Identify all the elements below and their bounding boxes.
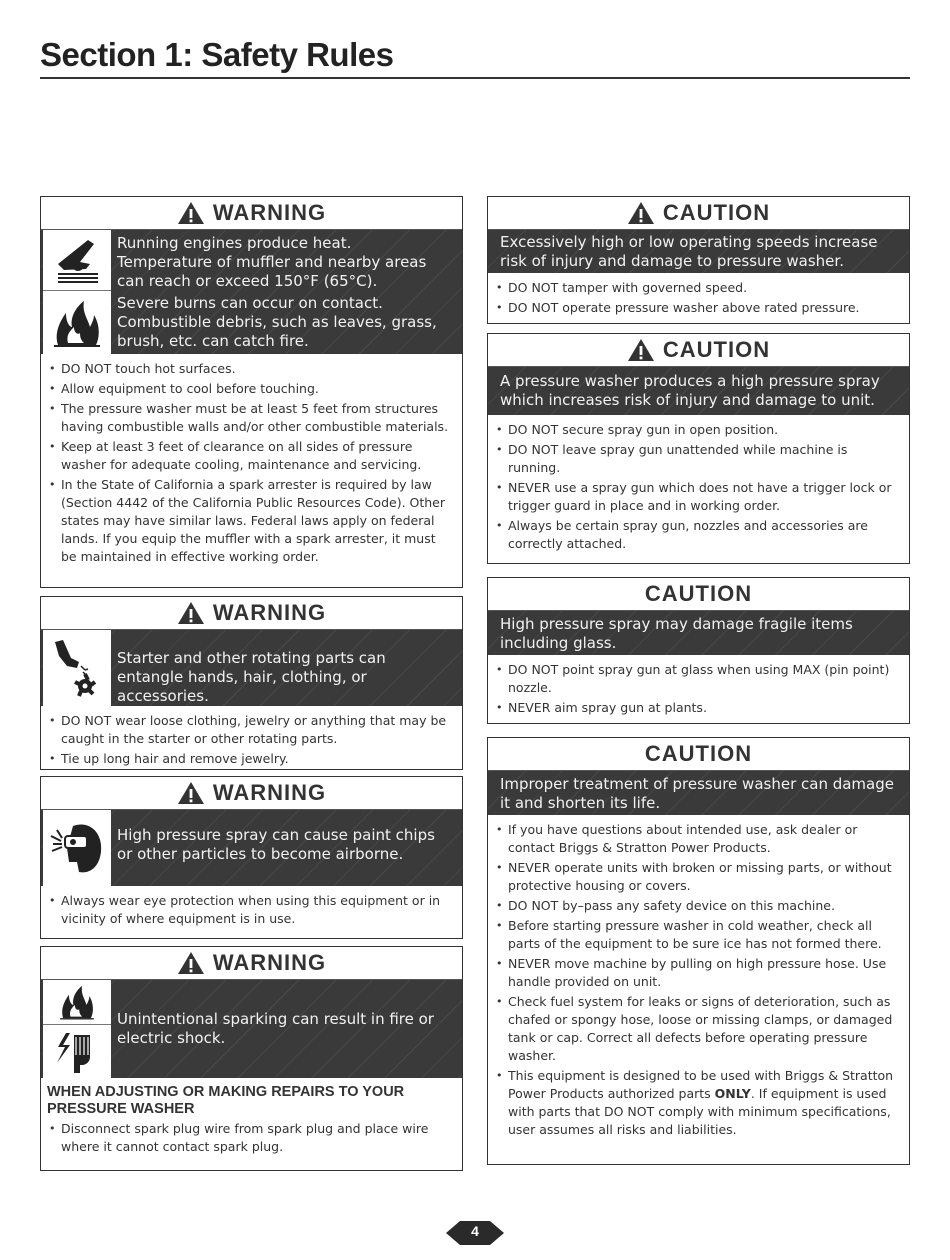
warning-label: WARNING bbox=[212, 600, 327, 625]
hazard-band bbox=[488, 611, 909, 655]
warning-triangle-icon bbox=[177, 601, 205, 625]
list-item: • DO NOT tamper with governed speed. bbox=[496, 279, 901, 297]
instruction-list bbox=[41, 1118, 462, 1162]
hazard-text: A pressure washer produces a high pressure spray which increases risk of injury and damage to unit. bbox=[500, 372, 880, 409]
hazard-band bbox=[41, 630, 462, 706]
list-item: • This equipment is designed to be used with Briggs & Stratton Power Products authorized parts ONLY. If equipment is used with parts that DO NOT comply with minimum specifications, user assumes all risks and liabilities. bbox=[496, 1067, 901, 1139]
hazard-band bbox=[41, 980, 462, 1078]
list-item: • Check fuel system for leaks or signs of deterioration, such as chafed or spongy hose, loose or missing clamps, or damaged tank or cap. Correct all defects before operating pressure washer. bbox=[496, 993, 901, 1065]
repairs-subheading: WHEN ADJUSTING OR MAKING REPAIRS TO YOUR PRESSURE WASHER bbox=[47, 1084, 405, 1117]
hazard-band bbox=[488, 367, 909, 415]
caution-label: CAUTION bbox=[662, 200, 771, 225]
page-number-text: 4 bbox=[471, 1223, 479, 1239]
list-item: • In the State of California a spark arrester is required by law (Section 4442 of the California Public Resources Code). Other states may have similar laws. Federal laws apply on federal lands. If you equip the muffler with a spark arrester, it must be maintained in effective working order. bbox=[49, 476, 454, 566]
instruction-list bbox=[41, 354, 462, 572]
emphasis-only: ONLY bbox=[714, 1086, 751, 1101]
title-rule bbox=[40, 77, 910, 79]
hazard-band bbox=[41, 230, 462, 354]
warning-sparking bbox=[40, 946, 463, 1171]
entanglement-icon bbox=[43, 630, 111, 706]
caution-label: CAUTION bbox=[644, 741, 753, 766]
caution-header bbox=[488, 578, 909, 611]
warning-header bbox=[41, 777, 462, 810]
list-item: • Tie up long hair and remove jewelry. bbox=[49, 750, 454, 768]
hazard-text: High pressure spray may damage fragile items including glass. bbox=[500, 615, 853, 652]
caution-label: CAUTION bbox=[644, 581, 753, 606]
list-item: • Always wear eye protection when using this equipment or in vicinity of where equipment is in use. bbox=[49, 892, 454, 928]
list-item: • DO NOT wear loose clothing, jewelry or anything that may be caught in the starter or other rotating parts. bbox=[49, 712, 454, 748]
warning-triangle-icon bbox=[177, 201, 205, 225]
instruction-list bbox=[41, 706, 462, 774]
list-item: • NEVER use a spray gun which does not have a trigger lock or trigger guard in place and in working order. bbox=[496, 479, 901, 515]
warning-triangle-icon bbox=[177, 951, 205, 975]
page-number bbox=[446, 1218, 504, 1248]
warning-rotating-parts bbox=[40, 596, 463, 770]
hazard-text: Improper treatment of pressure washer can damage it and shorten its life. bbox=[500, 775, 894, 812]
list-item: • DO NOT point spray gun at glass when using MAX (pin point) nozzle. bbox=[496, 661, 901, 697]
hazard-band bbox=[488, 771, 909, 815]
list-item: • DO NOT operate pressure washer above rated pressure. bbox=[496, 299, 901, 317]
caution-high-pressure-spray bbox=[487, 333, 910, 564]
hazard-text-debris: Combustible debris, such as leaves, grass, brush, etc. can catch fire. bbox=[117, 313, 437, 350]
caution-header bbox=[488, 197, 909, 230]
warning-label: WARNING bbox=[212, 200, 327, 225]
hazard-text: Unintentional sparking can result in fire or electric shock. bbox=[117, 1010, 434, 1047]
warning-hot-surfaces bbox=[40, 196, 463, 588]
hot-surface-icon bbox=[43, 230, 111, 291]
list-item: • Allow equipment to cool before touching. bbox=[49, 380, 454, 398]
hazard-text-heat: Running engines produce heat. Temperature of muffler and nearby areas can reach or exceed 150°F (65°C). bbox=[117, 234, 427, 290]
list-item: • NEVER aim spray gun at plants. bbox=[496, 699, 901, 717]
instruction-list bbox=[41, 886, 462, 934]
eye-protection-icon bbox=[43, 810, 111, 886]
list-item: • Always be certain spray gun, nozzles and accessories are correctly attached. bbox=[496, 517, 901, 553]
caution-operating-speeds bbox=[487, 196, 910, 324]
caution-fragile-items bbox=[487, 577, 910, 724]
instruction-list bbox=[488, 655, 909, 723]
list-item: • DO NOT by–pass any safety device on this machine. bbox=[496, 897, 901, 915]
instruction-list bbox=[488, 815, 909, 1145]
list-item: • Disconnect spark plug wire from spark plug and place wire where it cannot contact spark plug. bbox=[49, 1120, 454, 1156]
warning-label: WARNING bbox=[212, 950, 327, 975]
warning-airborne-particles bbox=[40, 776, 463, 939]
list-item: • The pressure washer must be at least 5 feet from structures having combustible walls and/or other combustible materials. bbox=[49, 400, 454, 436]
hazard-text-burns: Severe burns can occur on contact. bbox=[117, 294, 383, 312]
list-item: • Keep at least 3 feet of clearance on all sides of pressure washer for adequate cooling, maintenance and servicing. bbox=[49, 438, 454, 474]
list-item: • Before starting pressure washer in cold weather, check all parts of the equipment to be sure ice has not formed there. bbox=[496, 917, 901, 953]
fire-icon bbox=[43, 980, 111, 1025]
warning-triangle-icon bbox=[177, 781, 205, 805]
electric-shock-icon bbox=[43, 1025, 111, 1078]
warning-header bbox=[41, 947, 462, 980]
list-item: • DO NOT leave spray gun unattended while machine is running. bbox=[496, 441, 901, 477]
caution-improper-treatment bbox=[487, 737, 910, 1165]
warning-header bbox=[41, 197, 462, 230]
instruction-list bbox=[488, 273, 909, 323]
list-item: • DO NOT touch hot surfaces. bbox=[49, 360, 454, 378]
warning-header bbox=[41, 597, 462, 630]
page-title: Section 1: Safety Rules bbox=[40, 36, 394, 73]
list-item: • If you have questions about intended use, ask dealer or contact Briggs & Stratton Power Products. bbox=[496, 821, 901, 857]
hazard-band bbox=[488, 230, 909, 273]
caution-label: CAUTION bbox=[662, 337, 771, 362]
hazard-text: Starter and other rotating parts can entangle hands, hair, clothing, or accessories. bbox=[117, 649, 386, 705]
instruction-list bbox=[488, 415, 909, 559]
list-item: • NEVER move machine by pulling on high pressure hose. Use handle provided on unit. bbox=[496, 955, 901, 991]
hazard-band bbox=[41, 810, 462, 886]
warning-label: WARNING bbox=[212, 780, 327, 805]
hazard-text: Excessively high or low operating speeds increase risk of injury and damage to pressure washer. bbox=[500, 233, 878, 270]
list-item: • DO NOT secure spray gun in open position. bbox=[496, 421, 901, 439]
hazard-text: High pressure spray can cause paint chips or other particles to become airborne. bbox=[117, 826, 435, 863]
caution-header bbox=[488, 738, 909, 771]
list-item: • NEVER operate units with broken or missing parts, or without protective housing or covers. bbox=[496, 859, 901, 895]
warning-triangle-icon bbox=[627, 338, 655, 362]
warning-triangle-icon bbox=[627, 201, 655, 225]
caution-header bbox=[488, 334, 909, 367]
fire-icon bbox=[43, 291, 111, 354]
